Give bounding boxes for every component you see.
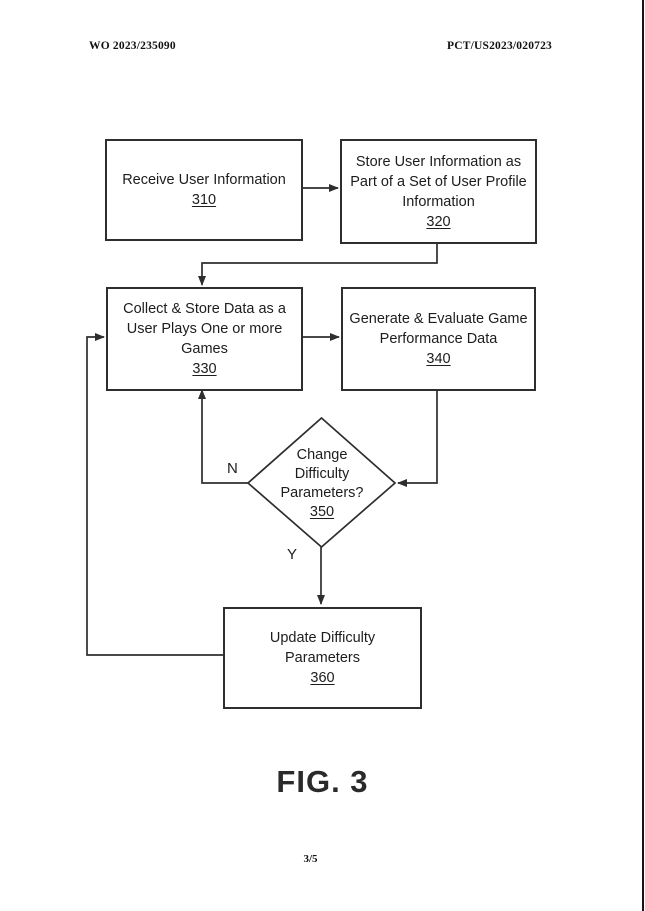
flow-node-350-label	[247, 446, 397, 522]
node-line: Part of a Set of User Profile	[350, 173, 527, 190]
node-ref: 310	[191, 192, 217, 208]
node-ref: 330	[192, 361, 217, 377]
flow-node-360	[223, 607, 422, 709]
node-line: Parameters?	[280, 485, 364, 501]
connector-340-to-350	[398, 387, 437, 483]
figure-label: FIG. 3	[276, 764, 369, 799]
node-line: Performance Data	[379, 331, 498, 347]
flow-node-340	[341, 287, 536, 391]
flow-node-330	[106, 287, 303, 391]
application-number: PCT/US2023/020723	[447, 40, 552, 52]
node-line: Receive User Information	[122, 172, 286, 188]
node-line: Difficulty	[294, 466, 350, 482]
node-ref: 340	[426, 351, 451, 367]
node-line: Information	[402, 193, 475, 210]
node-ref: 350	[309, 504, 335, 520]
node-line: User Plays One or more	[126, 321, 283, 337]
node-line: Parameters	[285, 650, 360, 666]
node-line: Generate & Evaluate Game	[349, 311, 528, 327]
node-line: Store User Information as	[355, 153, 522, 170]
node-line: Change	[296, 447, 348, 463]
flow-node-320	[340, 139, 537, 244]
node-ref: 320	[426, 213, 451, 230]
publication-number: WO 2023/235090	[89, 40, 176, 52]
branch-label-yes: Y	[287, 546, 298, 563]
node-line: Update Difficulty	[269, 630, 376, 646]
node-line: Games	[181, 341, 228, 357]
node-ref: 360	[310, 670, 335, 686]
connector-320-to-330	[202, 240, 437, 285]
flow-node-310	[105, 139, 303, 241]
scan-edge-artifact	[642, 0, 644, 911]
node-line: Collect & Store Data as a	[123, 301, 286, 317]
sheet-number: 3/5	[303, 853, 318, 865]
connector-350-no-to-330	[202, 390, 248, 483]
branch-label-no: N	[227, 460, 238, 477]
